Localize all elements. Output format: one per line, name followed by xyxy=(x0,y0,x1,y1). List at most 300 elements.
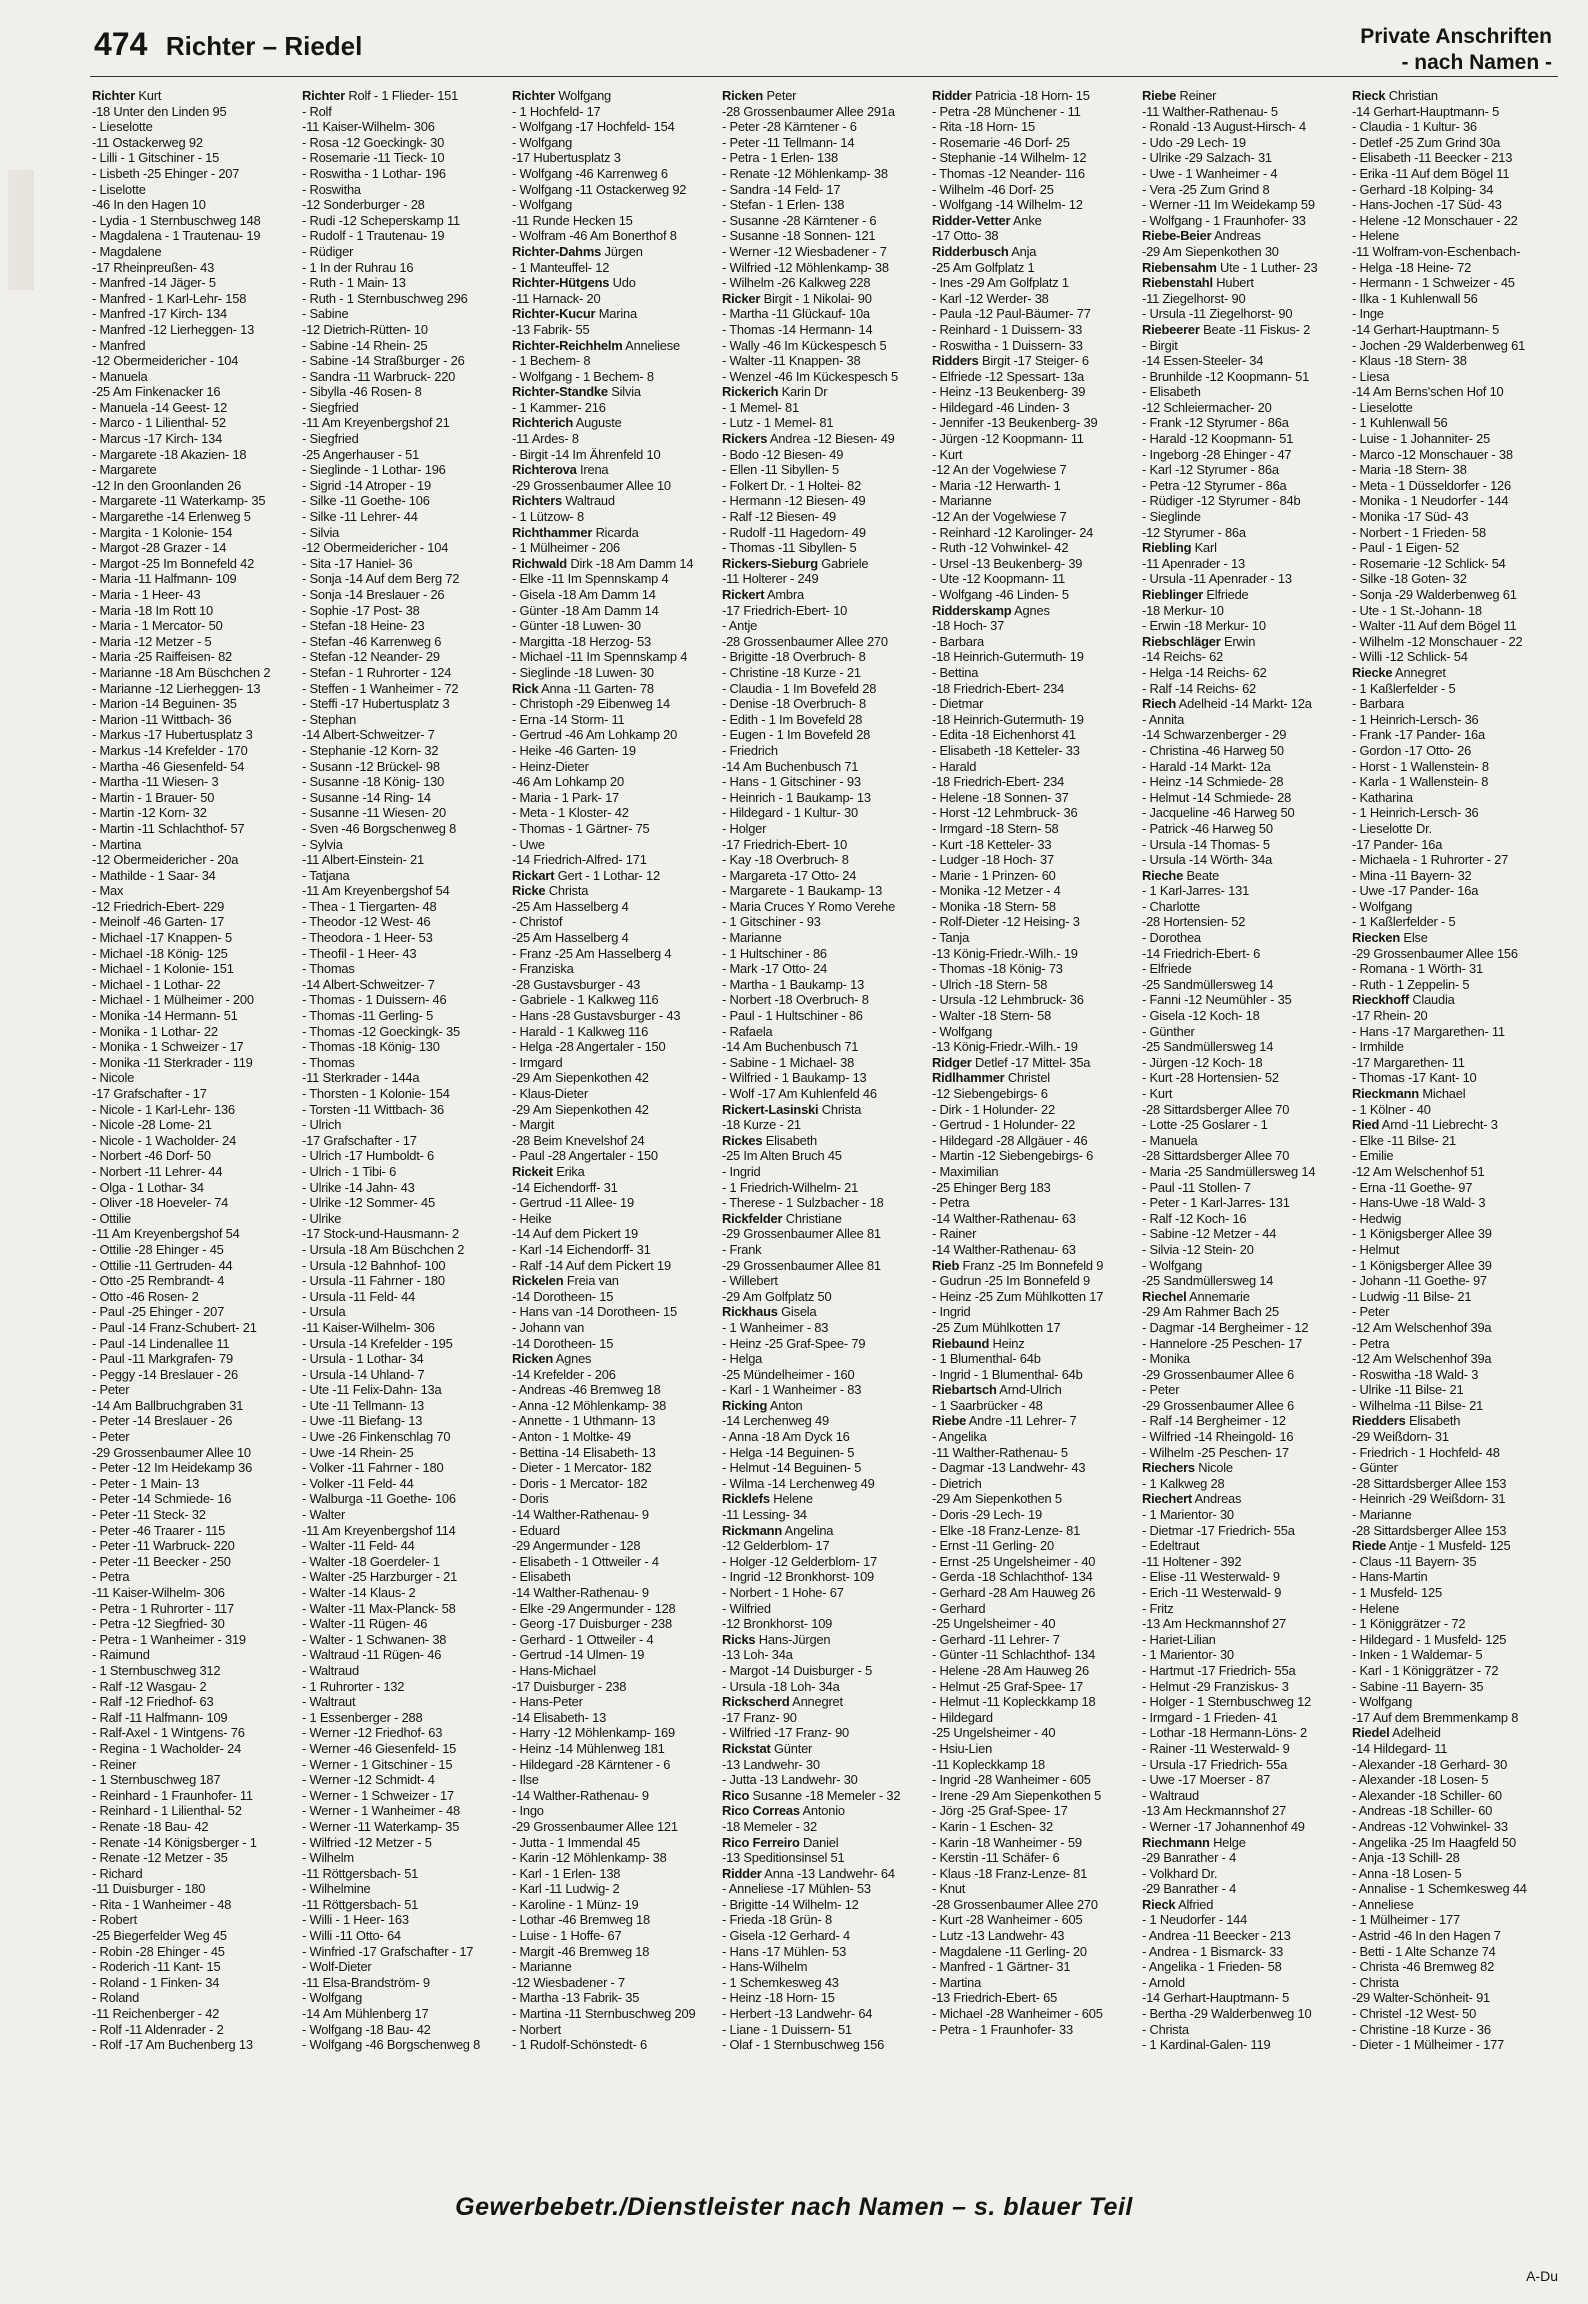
directory-entry: Ried Arnd -11 Liebrecht- 3 xyxy=(1352,1117,1498,1133)
directory-entry: -12 An der Vogelwiese 7 xyxy=(932,509,1067,525)
directory-entry: - Wolfgang xyxy=(1352,1694,1413,1710)
directory-entry: - Andreas -46 Bremweg 18 xyxy=(512,1382,661,1398)
directory-entry: - Walburga -11 Goethe- 106 xyxy=(302,1491,456,1507)
directory-entry: - Petra xyxy=(92,1569,130,1585)
directory-column-1 xyxy=(92,88,296,2168)
directory-entry: - Theofil - 1 Heer- 43 xyxy=(302,945,417,961)
directory-entry: -18 Merkur- 10 xyxy=(1142,602,1224,618)
surname-heading: Rickers xyxy=(722,431,768,447)
directory-entry: - Harald - 1 Kalkweg 116 xyxy=(512,1023,649,1039)
directory-entry: -11 Albert-Einstein- 21 xyxy=(302,852,424,868)
directory-entry: - Heike -46 Garten- 19 xyxy=(512,742,636,758)
directory-entry: - Christine -18 Kurze - 36 xyxy=(1352,2021,1491,2037)
surname-heading: Rickart xyxy=(512,867,555,883)
directory-entry: - Werner - 1 Wanheimer - 48 xyxy=(302,1803,460,1819)
directory-entry: Richter Kurt xyxy=(92,88,162,103)
directory-entry: - Peter xyxy=(92,1382,130,1398)
directory-entry: - Ruth -12 Vohwinkel- 42 xyxy=(932,540,1069,556)
directory-entry: - Norbert - 1 Hohe- 67 xyxy=(722,1585,844,1600)
directory-entry: - Uwe -17 Pander- 16a xyxy=(1352,883,1479,899)
directory-entry: - Hans -17 Mühlen- 53 xyxy=(722,1943,847,1959)
directory-entry: - Ute - 1 St.-Johann- 18 xyxy=(1352,602,1482,618)
directory-entry: - Hans-Michael xyxy=(512,1662,596,1678)
directory-entry: - Ottilie -11 Gertruden- 44 xyxy=(92,1257,233,1273)
directory-entry: Rico Ferreiro Daniel xyxy=(722,1834,839,1850)
directory-entry: - Maria - 1 Park- 17 xyxy=(512,789,620,805)
directory-entry: - Rudi -12 Scheperskamp 11 xyxy=(302,212,460,228)
directory-entry: - 1 Marientor- 30 xyxy=(1142,1507,1234,1523)
directory-entry: - Sigrid -14 Atroper - 19 xyxy=(302,477,431,493)
directory-entry: - 1 Kalkweg 28 xyxy=(1142,1475,1225,1491)
surname-heading: Ricke xyxy=(512,883,546,899)
directory-entry: - Bettina xyxy=(932,664,979,680)
directory-entry: Rickert Ambra xyxy=(722,587,804,602)
directory-entry: -14 Gerhart-Hauptmann- 5 xyxy=(1352,103,1500,119)
directory-entry: - Wally -46 Im Kückespesch 5 xyxy=(722,337,887,353)
directory-entry: - Ursula -14 Thomas- 5 xyxy=(1142,836,1270,852)
directory-entry: -29 Am Siepenkothen 42 xyxy=(512,1101,649,1117)
directory-entry: - Irene -29 Am Siepenkothen 5 xyxy=(932,1787,1102,1803)
surname-heading: Rickhaus xyxy=(722,1304,778,1320)
directory-entry: - Helmut -14 Schmiede- 28 xyxy=(1142,789,1292,805)
directory-entry: - Uwe - 1 Wanheimer - 4 xyxy=(1142,165,1278,181)
directory-entry: - Friedrich xyxy=(722,742,778,758)
directory-entry: - 1 Kaßlerfelder - 5 xyxy=(1352,680,1456,696)
directory-entry: - Meinolf -46 Garten- 17 xyxy=(92,914,225,930)
directory-entry: -18 Hoch- 37 xyxy=(932,618,1005,634)
directory-entry: - Markus -17 Hubertusplatz 3 xyxy=(92,727,253,743)
directory-entry: - Claudia - 1 Kultur- 36 xyxy=(1352,119,1477,135)
surname-heading: Richterich xyxy=(512,415,574,431)
directory-entry: - Ulrike xyxy=(302,1210,342,1226)
directory-entry: -11 Röttgersbach- 51 xyxy=(302,1865,419,1881)
directory-entry: - Manfred - 1 Gärtner- 31 xyxy=(932,1959,1071,1975)
directory-entry: - Frank xyxy=(722,1241,762,1257)
directory-entry: - Sylvia xyxy=(302,836,343,852)
directory-entry: - Uwe -14 Rhein- 25 xyxy=(302,1444,414,1460)
directory-entry: - Margot -25 Im Bonnefeld 42 xyxy=(92,555,255,571)
directory-entry: - Reinhard -12 Karolinger- 24 xyxy=(932,524,1094,540)
directory-entry: -29 Am Golfplatz 50 xyxy=(722,1288,832,1304)
directory-column-6 xyxy=(1142,88,1346,2168)
directory-entry: - 1 Kaßlerfelder - 5 xyxy=(1352,914,1456,930)
directory-entry: -17 Friedrich-Ebert- 10 xyxy=(722,602,848,618)
directory-entry: - Dietmar -17 Friedrich- 55a xyxy=(1142,1522,1295,1538)
directory-entry: - Susanne -28 Kärntener - 6 xyxy=(722,212,877,228)
directory-entry: Richter-Standke Silvia xyxy=(512,384,641,400)
directory-entry: -29 Grossenbaumer Allee 81 xyxy=(722,1226,881,1242)
directory-entry: -11 Walther-Rathenau- 5 xyxy=(932,1444,1068,1460)
directory-entry: -12 Obermeidericher - 20a xyxy=(92,852,239,868)
directory-entry: - Anna -18 Am Dyck 16 xyxy=(722,1429,850,1445)
directory-entry: - Fritz xyxy=(1142,1600,1174,1616)
directory-entry: - Walter -11 Feld- 44 xyxy=(302,1538,415,1554)
directory-entry: -13 Friedrich-Ebert- 65 xyxy=(932,1990,1058,2006)
surname-heading: Rieckmann xyxy=(1352,1086,1419,1101)
directory-entry: - Wilfried -14 Rheingold- 16 xyxy=(1142,1429,1294,1445)
directory-entry: - Sita -17 Haniel- 36 xyxy=(302,555,413,571)
directory-entry: - Karl - 1 Wanheimer - 83 xyxy=(722,1382,862,1398)
surname-heading: Richthammer xyxy=(512,524,593,540)
surname-heading: Ridger xyxy=(932,1054,972,1070)
directory-entry: - Doris -29 Lech- 19 xyxy=(932,1507,1042,1523)
surname-heading: Rickerich xyxy=(722,384,779,400)
directory-entry: - Ingrid xyxy=(722,1163,761,1179)
directory-entry: - Wilhelm -25 Peschen- 17 xyxy=(1142,1444,1289,1460)
directory-entry: - Emilie xyxy=(1352,1148,1394,1164)
directory-entry: - Martin - 1 Brauer- 50 xyxy=(92,789,215,805)
directory-entry: -29 Angermunder - 128 xyxy=(512,1538,641,1554)
directory-entry: -14 Auf dem Pickert 19 xyxy=(512,1226,639,1242)
directory-entry: - Susanne -14 Ring- 14 xyxy=(302,789,431,805)
page-footer-note: Gewerbebetr./Dienstleister nach Namen – s. blauer Teil xyxy=(455,2193,1133,2221)
directory-entry: - Lothar -18 Hermann-Löns- 2 xyxy=(1142,1725,1307,1741)
directory-entry: - Georg -17 Duisburger - 238 xyxy=(512,1616,672,1632)
directory-entry: - Renate -12 Metzer - 35 xyxy=(92,1850,228,1866)
directory-entry: - Karin -12 Möhlenkamp- 38 xyxy=(512,1850,667,1866)
directory-entry: - Nicole - 1 Wacholder- 24 xyxy=(92,1132,237,1148)
directory-entry: -11 Am Kreyenbergshof 21 xyxy=(302,415,450,431)
directory-entry: - Inge xyxy=(1352,306,1384,322)
directory-entry: - Fanni -12 Neumühler - 35 xyxy=(1142,992,1292,1008)
surname-heading: Rickmann xyxy=(722,1522,783,1538)
directory-entry: - Marianne xyxy=(512,1959,572,1975)
directory-entry: - Walter -25 Harzburger - 21 xyxy=(302,1569,458,1585)
directory-entry: - 1 Bechem- 8 xyxy=(512,353,591,369)
directory-entry: - Ruth - 1 Sternbuschweg 296 xyxy=(302,290,468,306)
directory-entry: - Manfred -14 Jäger- 5 xyxy=(92,275,216,291)
directory-entry: - Walter -18 Goerdeler- 1 xyxy=(302,1553,440,1569)
directory-entry: - Walter xyxy=(302,1507,346,1523)
directory-entry: - Michael - 1 Mülheimer - 200 xyxy=(92,992,254,1008)
directory-entry: - Thomas -18 König- 73 xyxy=(932,961,1063,977)
directory-entry: Ricks Hans-Jürgen xyxy=(722,1631,831,1647)
directory-entry: - Ute -11 Tellmann- 13 xyxy=(302,1397,424,1413)
directory-entry: - Paula -12 Paul-Bäumer- 77 xyxy=(932,306,1091,322)
directory-entry: - Hildegard -28 Kärntener - 6 xyxy=(512,1756,671,1772)
directory-entry: -17 Otto- 38 xyxy=(932,228,999,244)
directory-entry: - Barbara xyxy=(932,633,984,649)
section-subtitle: - nach Namen - xyxy=(1401,51,1552,74)
directory-entry: - Ralf-Axel - 1 Wintgens- 76 xyxy=(92,1725,245,1741)
directory-entry: - Irmgard - 1 Frieden- 41 xyxy=(1142,1709,1278,1725)
directory-entry: - Reinhard - 1 Duissern- 33 xyxy=(932,321,1083,337)
directory-entry: - Gerhard -28 Am Hauweg 26 xyxy=(932,1585,1096,1600)
directory-entry: - Lieselotte xyxy=(92,119,153,135)
directory-entry: - Hermann -12 Biesen- 49 xyxy=(722,493,866,509)
directory-entry: - Peter -11 Steck- 32 xyxy=(92,1507,206,1523)
directory-entry: - Peter - 1 Main- 13 xyxy=(92,1475,200,1491)
directory-entry: - Inken - 1 Waldemar- 5 xyxy=(1352,1647,1483,1663)
directory-entry: -12 Styrumer - 86a xyxy=(1142,524,1246,540)
directory-entry: - Katharina xyxy=(1352,789,1413,805)
directory-entry: Riebenstahl Hubert xyxy=(1142,275,1254,291)
directory-entry: - Lieselotte xyxy=(1352,399,1413,415)
directory-entry: - Karl -12 Styrumer - 86a xyxy=(1142,462,1279,478)
directory-entry: - Thomas xyxy=(302,1054,355,1070)
directory-entry: - Margot -28 Grazer - 14 xyxy=(92,540,227,556)
directory-entry: Rieb Franz -25 Im Bonnefeld 9 xyxy=(932,1257,1104,1273)
directory-entry: - Manuela xyxy=(1142,1132,1198,1148)
directory-entry: - Wolfgang xyxy=(302,1990,363,2006)
directory-entry: - 1 Mülheimer - 177 xyxy=(1352,1912,1460,1928)
directory-entry: - Regina - 1 Wacholder- 24 xyxy=(92,1740,242,1756)
directory-entry: - Thorsten - 1 Kolonie- 154 xyxy=(302,1086,450,1101)
directory-entry: - Gabriele - 1 Kalkweg 116 xyxy=(512,992,659,1008)
directory-entry: - Stefan -18 Heine- 23 xyxy=(302,618,425,634)
directory-entry: -18 Unter den Linden 95 xyxy=(92,103,227,119)
directory-entry: - Werner -46 Giesenfeld- 15 xyxy=(302,1740,457,1756)
surname-heading: Richwald xyxy=(512,555,567,571)
directory-entry: - Wolfgang xyxy=(1142,1257,1203,1273)
directory-entry: - Norbert -18 Overbruch- 8 xyxy=(722,992,869,1008)
surname-heading: Riechmann xyxy=(1142,1834,1210,1850)
directory-entry: -11 Holterer - 249 xyxy=(722,571,819,587)
directory-entry: - 1 Hultschiner - 86 xyxy=(722,945,827,961)
surname-heading: Rieb xyxy=(932,1257,960,1273)
directory-entry: Richters Waltraud xyxy=(512,493,615,509)
directory-entry: - Otto -46 Rosen- 2 xyxy=(92,1288,199,1304)
directory-entry: - Petra -28 Münchener - 11 xyxy=(932,103,1081,119)
directory-entry: - Christine -18 Kurze - 21 xyxy=(722,664,861,680)
directory-entry: - Ronald -13 August-Hirsch- 4 xyxy=(1142,119,1306,135)
directory-entry: - Klaus-Dieter xyxy=(512,1086,588,1101)
directory-entry: -25 Biegerfelder Weg 45 xyxy=(92,1928,227,1944)
header-rule xyxy=(90,76,1558,77)
directory-entry: - Dirk - 1 Holunder- 22 xyxy=(932,1101,1055,1117)
directory-entry: - Karl - 1 Königgrätzer - 72 xyxy=(1352,1662,1499,1678)
surname-heading: Riebe xyxy=(932,1413,967,1429)
directory-entry: - Roland xyxy=(92,1990,140,2006)
directory-entry: Riebe Reiner xyxy=(1142,88,1217,103)
directory-entry: - 1 Karl-Jarres- 131 xyxy=(1142,883,1250,899)
directory-entry: - Karla - 1 Wallenstein- 8 xyxy=(1352,774,1489,790)
directory-entry: - 1 Sternbuschweg 187 xyxy=(92,1772,221,1788)
directory-entry: - Ulrike -14 Jahn- 43 xyxy=(302,1179,415,1195)
directory-entry: - Andrea -11 Beecker - 213 xyxy=(1142,1928,1291,1944)
directory-entry: - Helene -12 Monschauer - 22 xyxy=(1352,212,1518,228)
directory-entry: - Heinz -18 Horn- 15 xyxy=(722,1990,835,2006)
directory-entry: Rickes Elisabeth xyxy=(722,1132,817,1148)
directory-entry: - Denise -18 Overbruch- 8 xyxy=(722,696,867,712)
directory-entry: -13 Fabrik- 55 xyxy=(512,321,590,337)
directory-entry: - Astrid -46 In den Hagen 7 xyxy=(1352,1928,1501,1944)
directory-entry: - Alexander -18 Schiller- 60 xyxy=(1352,1787,1502,1803)
directory-entry: - Jacqueline -46 Harweg 50 xyxy=(1142,805,1295,821)
directory-entry: - 1 Königsberger Allee 39 xyxy=(1352,1257,1492,1273)
directory-entry: - Thea - 1 Tiergarten- 48 xyxy=(302,898,437,914)
directory-entry: - Werner - 1 Gitschiner - 15 xyxy=(302,1756,453,1772)
directory-entry: - Franziska xyxy=(512,961,574,977)
surname-heading: Richter-Kucur xyxy=(512,306,596,322)
directory-entry: - Hans - 1 Gitschiner - 93 xyxy=(722,774,861,790)
directory-entry: - Knut xyxy=(932,1881,966,1897)
directory-entry: -17 Duisburger - 238 xyxy=(512,1678,627,1694)
directory-entry: Ricken Peter xyxy=(722,88,797,103)
directory-entry: - Walter -11 Auf dem Bögel 11 xyxy=(1352,618,1517,634)
directory-entry: - Elke -29 Angermunder - 128 xyxy=(512,1600,676,1616)
directory-entry: - Ursula -11 Fahrner - 180 xyxy=(302,1273,445,1289)
directory-entry: - Thomas -12 Goeckingk- 35 xyxy=(302,1023,460,1039)
directory-entry: -14 Friedrich-Alfred- 171 xyxy=(512,852,647,868)
directory-entry: - Wolfgang xyxy=(932,1023,993,1039)
directory-entry: - Jürgen -12 Koopmann- 11 xyxy=(932,431,1084,447)
directory-entry: - 1 Hochfeld- 17 xyxy=(512,103,601,119)
directory-entry: - Peter xyxy=(92,1429,130,1445)
directory-entry: -25 Sandmüllersweg 14 xyxy=(1142,1273,1274,1289)
directory-entry: - Edith - 1 Im Bovefeld 28 xyxy=(722,711,863,727)
directory-entry: - Norbert -11 Lehrer- 44 xyxy=(92,1163,223,1179)
surname-heading: Rick xyxy=(512,680,539,696)
directory-entry: -17 Rhein- 20 xyxy=(1352,1008,1428,1024)
directory-entry: - 1 Manteuffel- 12 xyxy=(512,259,610,275)
directory-entry: - 1 Saarbrücker - 48 xyxy=(932,1397,1043,1413)
directory-entry: - Ludwig -11 Bilse- 21 xyxy=(1352,1288,1472,1304)
surname-heading: Rickscherd xyxy=(722,1694,790,1710)
directory-entry: - Margarete xyxy=(92,462,157,478)
directory-entry: -13 Speditionsinsel 51 xyxy=(722,1850,845,1866)
directory-entry: - Walter -11 Max-Planck- 58 xyxy=(302,1600,456,1616)
directory-entry: - Kay -18 Overbruch- 8 xyxy=(722,852,849,868)
directory-entry: - Richard xyxy=(92,1865,143,1881)
directory-entry: - Detlef -25 Zum Grind 30a xyxy=(1352,134,1501,150)
directory-entry: - Ilka - 1 Kuhlenwall 56 xyxy=(1352,290,1478,306)
directory-entry: - Edita -18 Eichenhorst 41 xyxy=(932,727,1076,743)
directory-entry: - Wilma -14 Lerchenweg 49 xyxy=(722,1475,875,1491)
directory-entry: -14 Friedrich-Ebert- 6 xyxy=(1142,945,1261,961)
directory-entry: -17 Rheinpreußen- 43 xyxy=(92,259,215,275)
surname-heading: Richterova xyxy=(512,462,577,478)
directory-entry: - Elise -11 Westerwald- 9 xyxy=(1142,1569,1280,1585)
directory-entry: Ricklefs Helene xyxy=(722,1491,813,1507)
directory-entry: - Gisela -12 Koch- 18 xyxy=(1142,1008,1260,1024)
directory-entry: - Jochen -29 Walderbenweg 61 xyxy=(1352,337,1526,353)
directory-entry: - Heinz -13 Beukenberg- 39 xyxy=(932,384,1086,400)
surname-heading: Ricken xyxy=(512,1351,554,1367)
directory-entry: - Wolfgang -18 Bau- 42 xyxy=(302,2021,431,2037)
directory-entry: - Bodo -12 Biesen- 49 xyxy=(722,446,844,462)
directory-entry: - Christel -12 West- 50 xyxy=(1352,2006,1477,2022)
directory-entry: -12 Siebengebirgs- 6 xyxy=(932,1086,1048,1101)
directory-entry: - Harald -14 Markt- 12a xyxy=(1142,758,1271,774)
directory-entry: -29 Grossenbaumer Allee 121 xyxy=(512,1818,678,1834)
directory-entry: - Theodor -12 West- 46 xyxy=(302,914,431,930)
directory-entry: - Elke -11 Bilse- 21 xyxy=(1352,1132,1456,1148)
directory-entry: - Paul -14 Franz-Schubert- 21 xyxy=(92,1319,257,1335)
directory-entry: Rickstat Günter xyxy=(722,1740,813,1756)
directory-entry: - Ernst -25 Ungelsheimer - 40 xyxy=(932,1553,1096,1569)
directory-entry: - Martina xyxy=(932,1974,982,1990)
directory-entry: -25 Im Alten Bruch 45 xyxy=(722,1148,842,1164)
directory-entry: - Volker -11 Fahrner - 180 xyxy=(302,1460,444,1476)
directory-entry: - Wilfried -12 Metzer - 5 xyxy=(302,1834,432,1850)
directory-entry: - Christina -46 Harweg 50 xyxy=(1142,742,1284,758)
scan-margin xyxy=(8,170,34,290)
directory-entry: - Susann -12 Brückel- 98 xyxy=(302,758,440,774)
directory-entry: - Raimund xyxy=(92,1647,150,1663)
directory-entry: - Helga -18 Heine- 72 xyxy=(1352,259,1472,275)
directory-entry: Richterova Irena xyxy=(512,462,609,478)
directory-entry: - Dieter - 1 Mülheimer - 177 xyxy=(1352,2037,1505,2053)
directory-entry: - Ulrike -12 Sommer- 45 xyxy=(302,1195,435,1211)
directory-entry: - Harald -12 Koopmann- 51 xyxy=(1142,431,1294,447)
directory-entry: - Annita xyxy=(1142,711,1185,727)
directory-entry: Richthammer Ricarda xyxy=(512,524,639,540)
directory-entry: - Liesa xyxy=(1352,368,1390,384)
directory-entry: - Karl - 1 Erlen- 138 xyxy=(512,1865,621,1881)
surname-heading: Rickstat xyxy=(722,1740,771,1756)
directory-entry: - Michael -11 Im Spennskamp 4 xyxy=(512,649,688,665)
directory-entry: - Barbara xyxy=(1352,696,1404,712)
directory-entry: - Thomas -11 Gerling- 5 xyxy=(302,1008,434,1024)
directory-entry: - Martin -12 Korn- 32 xyxy=(92,805,207,821)
directory-entry: Riedel Adelheid xyxy=(1352,1725,1441,1741)
directory-entry: - Ingrid - 1 Blumenthal- 64b xyxy=(932,1366,1083,1382)
directory-entry: - Frank -12 Styrumer - 86a xyxy=(1142,415,1289,431)
directory-entry: -12 Obermeidericher - 104 xyxy=(302,540,449,556)
directory-entry: -11 Kopleckkamp 18 xyxy=(932,1756,1045,1772)
directory-entry: - Ingrid -28 Wanheimer - 605 xyxy=(932,1772,1091,1788)
directory-entry: - Ralf -12 Biesen- 49 xyxy=(722,509,837,525)
directory-entry: - Herbert -13 Landwehr- 64 xyxy=(722,2006,873,2022)
directory-entry: - Theodora - 1 Heer- 53 xyxy=(302,930,433,946)
surname-heading: Richter-Reichhelm xyxy=(512,337,623,353)
surname-heading: Riech xyxy=(1142,696,1177,712)
directory-entry: - 1 Essenberger - 288 xyxy=(302,1709,423,1725)
directory-entry: Ridder Patricia -18 Horn- 15 xyxy=(932,88,1090,103)
directory-entry: -13 Loh- 34a xyxy=(722,1647,793,1663)
directory-entry: - 1 Kölner - 40 xyxy=(1352,1101,1431,1117)
directory-entry: - Margot -14 Duisburger - 5 xyxy=(722,1662,873,1678)
directory-entry: - Martina xyxy=(92,836,142,852)
directory-entry: - Steffen - 1 Wanheimer - 72 xyxy=(302,680,459,696)
directory-entry: - Robert xyxy=(92,1912,137,1928)
directory-entry: - Irmhilde xyxy=(1352,1039,1404,1055)
directory-entry: Rickerich Karin Dr xyxy=(722,384,828,400)
directory-entry: - Antje xyxy=(722,618,758,634)
directory-entry: -25 Zum Mühlkotten 17 xyxy=(932,1319,1061,1335)
region-code: A-Du xyxy=(1526,2268,1558,2284)
directory-entry: - Sieglinde xyxy=(1142,509,1201,525)
directory-entry: -25 Ungelsheimer - 40 xyxy=(932,1725,1056,1741)
directory-entry: - Michael -17 Knappen- 5 xyxy=(92,930,232,946)
directory-entry: - Roswitha - 1 Lothar- 196 xyxy=(302,165,446,181)
directory-column-3 xyxy=(512,88,716,2168)
directory-entry: Ridder-Vetter Anke xyxy=(932,212,1042,228)
directory-entry: - Christa xyxy=(1352,1974,1399,1990)
directory-entry: - Klaus -18 Franz-Lenze- 81 xyxy=(932,1865,1088,1881)
directory-entry: - Karl -11 Ludwig- 2 xyxy=(512,1881,620,1897)
directory-entry: - Patrick -46 Harweg 50 xyxy=(1142,820,1273,836)
surname-heading: Riedel xyxy=(1352,1725,1390,1741)
directory-entry: - 1 Friedrich-Wilhelm- 21 xyxy=(722,1179,859,1195)
directory-entry: - Tanja xyxy=(932,930,970,946)
directory-entry: -17 Hubertusplatz 3 xyxy=(512,150,621,166)
directory-entry: Riebensahm Ute - 1 Luther- 23 xyxy=(1142,259,1318,275)
directory-entry: - Klaus -18 Stern- 38 xyxy=(1352,353,1467,369)
directory-entry: - Ludger -18 Hoch- 37 xyxy=(932,852,1054,868)
directory-entry: - Wilhelma -11 Bilse- 21 xyxy=(1352,1397,1484,1413)
directory-entry: -11 Ziegelhorst- 90 xyxy=(1142,290,1246,306)
directory-entry: - Heinz -25 Graf-Spee- 79 xyxy=(722,1335,866,1351)
section-title: Private Anschriften xyxy=(1360,25,1552,48)
directory-entry: - Wilfried xyxy=(722,1600,771,1616)
directory-entry: -14 Dorotheen- 15 xyxy=(512,1288,614,1304)
surname-heading: Riebensahm xyxy=(1142,259,1217,275)
directory-entry: - Silvia xyxy=(302,524,340,540)
directory-entry: -11 Runde Hecken 15 xyxy=(512,212,633,228)
directory-entry: - Helmut -14 Beguinen- 5 xyxy=(722,1460,862,1476)
